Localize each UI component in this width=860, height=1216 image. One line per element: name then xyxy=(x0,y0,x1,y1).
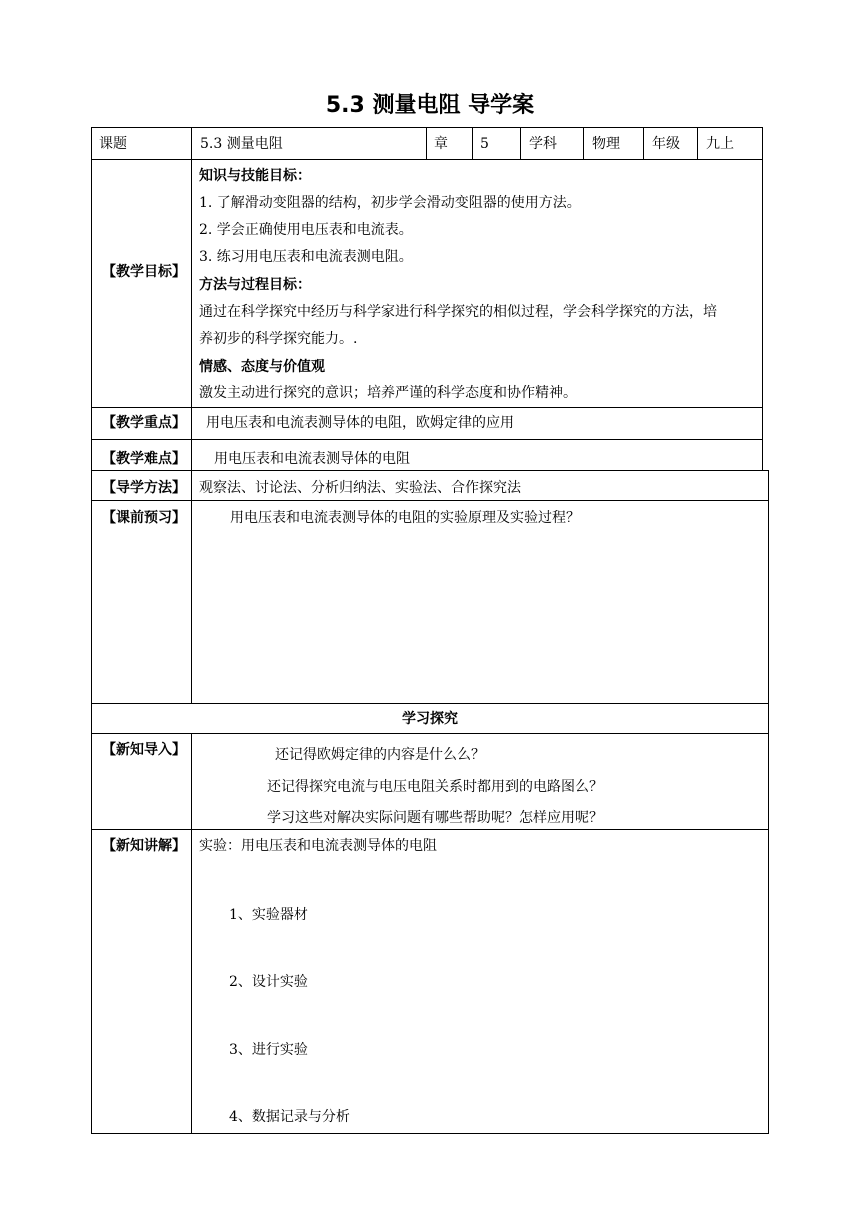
difficulties-text: 用电压表和电流表测导体的电阻 xyxy=(214,451,410,467)
experiment-title: 实验：用电压表和电流表测导体的电阻 xyxy=(199,838,437,854)
intro-line: 还记得欧姆定律的内容是什么么？ xyxy=(275,747,485,763)
intro-label: 【新知导入】 xyxy=(102,742,186,758)
emotion-heading: 情感、态度与价值观 xyxy=(199,359,325,375)
knowledge-heading: 知识与技能目标： xyxy=(199,168,311,184)
intro-line: 学习这些对解决实际问题有哪些帮助呢？怎样应用呢？ xyxy=(267,810,603,826)
subject-label: 课题 xyxy=(99,136,127,152)
explain-label: 【新知讲解】 xyxy=(102,838,186,854)
experiment-step: 3、进行实验 xyxy=(229,1042,308,1058)
method-heading: 方法与过程目标： xyxy=(199,277,311,293)
methods-label: 【导学方法】 xyxy=(102,480,186,496)
experiment-step: 2、设计实验 xyxy=(229,974,308,990)
knowledge-item: 1. 了解滑动变阻器的结构，初步学会滑动变阻器的使用方法。 xyxy=(199,195,581,211)
preview-text: 用电压表和电流表测导体的电阻的实验原理及实验过程？ xyxy=(230,510,580,526)
grade-value: 九上 xyxy=(706,136,734,152)
discipline-label: 学科 xyxy=(529,136,557,152)
method-line: 通过在科学探究中经历与科学家进行科学探究的相似过程，学会科学探究的方法，培 xyxy=(199,304,717,320)
difficulties-label: 【教学难点】 xyxy=(102,451,186,467)
intro-line: 还记得探究电流与电压电阻关系时都用到的电路图么？ xyxy=(267,779,603,795)
key-points-text: 用电压表和电流表测导体的电阻，欧姆定律的应用 xyxy=(206,415,514,431)
experiment-step: 4、数据记录与分析 xyxy=(229,1109,350,1125)
experiment-step: 1、实验器材 xyxy=(229,907,308,923)
section-heading: 学习探究 xyxy=(402,711,458,727)
preview-label: 【课前预习】 xyxy=(102,510,186,526)
grade-label: 年级 xyxy=(652,136,680,152)
knowledge-item: 3. 练习用电压表和电流表测电阻。 xyxy=(199,249,413,265)
objectives-label: 【教学目标】 xyxy=(102,264,186,280)
chapter-value: 5 xyxy=(480,136,489,152)
method-line: 养初步的科学探究能力。. xyxy=(199,331,358,347)
emotion-text: 激发主动进行探究的意识；培养严谨的科学态度和协作精神。 xyxy=(199,385,577,401)
discipline-value: 物理 xyxy=(592,136,620,152)
methods-text: 观察法、讨论法、分析归纳法、实验法、合作探究法 xyxy=(199,480,521,496)
chapter-label: 章 xyxy=(434,136,448,152)
document-title: 5.3 测量电阻 导学案 xyxy=(325,93,535,118)
subject-value: 5.3 测量电阻 xyxy=(200,136,283,152)
key-points-label: 【教学重点】 xyxy=(102,415,186,431)
knowledge-item: 2. 学会正确使用电压表和电流表。 xyxy=(199,222,413,238)
